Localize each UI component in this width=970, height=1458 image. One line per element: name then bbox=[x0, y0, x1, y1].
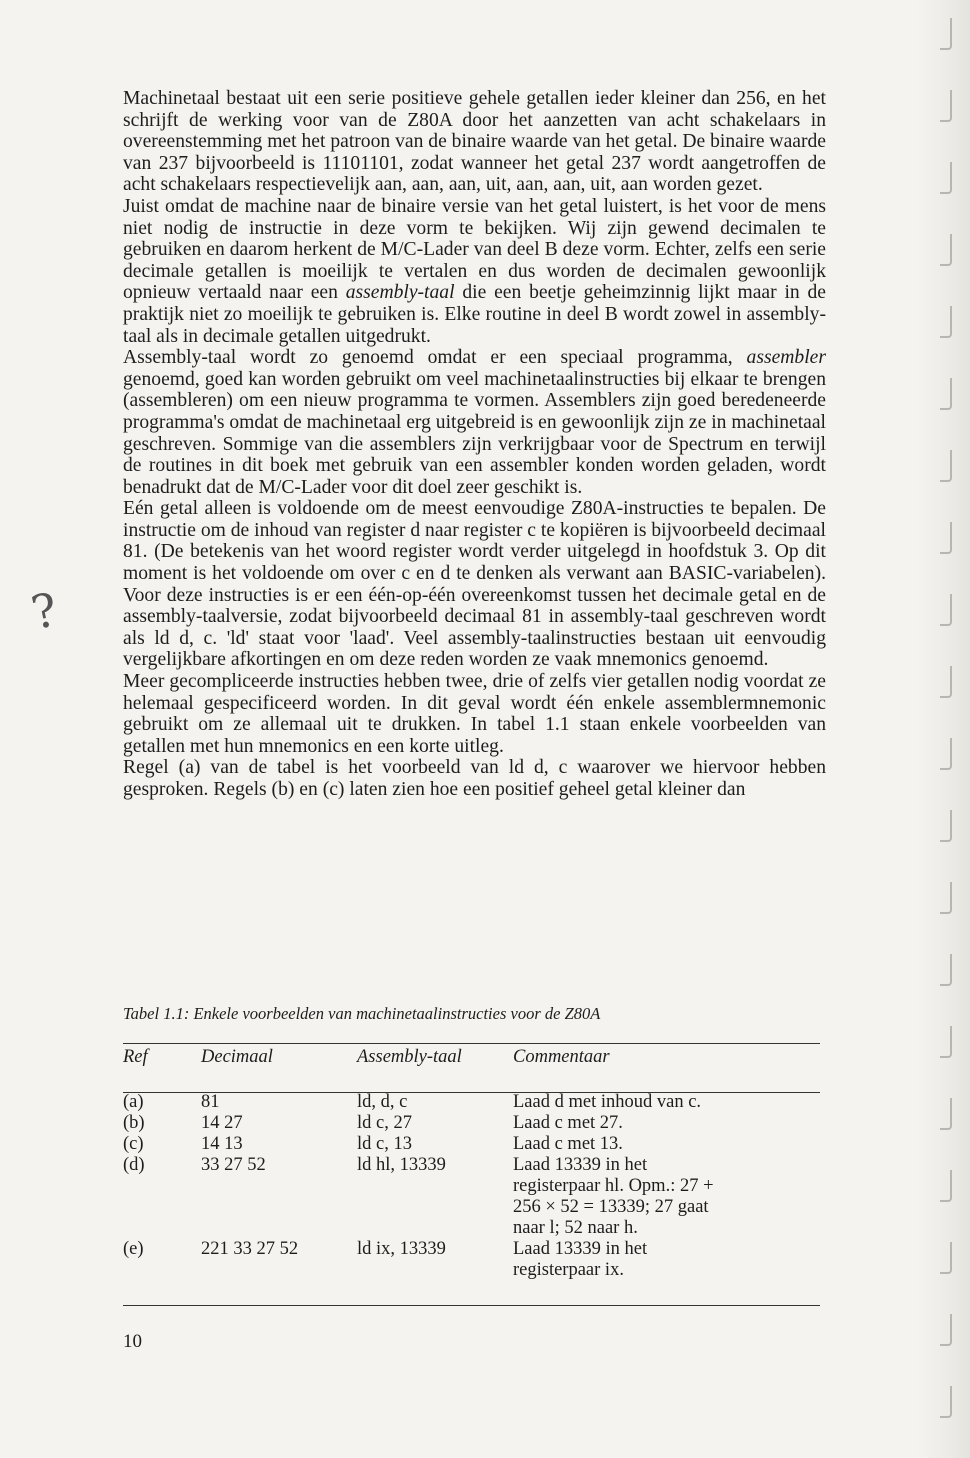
binding-ring bbox=[940, 594, 952, 626]
binding-ring bbox=[940, 162, 952, 194]
paragraph bbox=[123, 671, 826, 757]
spiral-binding bbox=[918, 0, 970, 1458]
binding-ring bbox=[940, 1026, 952, 1058]
binding-ring bbox=[940, 1314, 952, 1346]
cell-assembly: ld, d, c bbox=[357, 1092, 408, 1112]
body-text bbox=[123, 88, 826, 801]
cell-commentaar: Laad c met 27. bbox=[513, 1113, 623, 1133]
paragraph bbox=[123, 347, 826, 498]
table-row bbox=[123, 1134, 823, 1155]
cell-decimaal: 81 bbox=[201, 1092, 220, 1112]
instruction-table bbox=[123, 1046, 823, 1281]
paragraph-text: Meer gecompliceerde instructies hebben twee, drie of zelfs vier getallen nodig voordat ze helemaal gespecificeerd worden. In dit geval wordt één enkele assemblermnemonic gebruikt om ze allemaal uit te drukken. In tabel 1.1 staan enkele voorbeelden van getallen met hun mnemonics en een korte uitleg. bbox=[123, 671, 826, 757]
binding-ring bbox=[940, 738, 952, 770]
cell-ref: (d) bbox=[123, 1155, 145, 1175]
cell-assembly: ld c, 13 bbox=[357, 1134, 412, 1154]
paragraph bbox=[123, 757, 826, 800]
paragraph-text: Eén getal alleen is voldoende om de meest eenvoudige Z80A-instructies te bepalen. De instructie om de inhoud van register d naar register c te kopiëren is bijvoorbeeld decimaal 81. (De betekenis van het woord register wordt verder uitgelegd in hoofdstuk 3. Op dit moment is het voldoende om over c en d te denken als verwant aan BASIC-variabelen). Voor deze instructies is er een één-op-één overeenkomst tussen het decimale getal en de assembly-taalversie, zodat bijvoorbeeld decimaal 81 in assembly-taal geschreven wordt als ld d, c. 'ld' staat voor 'laad'. Veel assembly-taalinstructies bestaan uit eenvoudig vergelijkbare afkortingen en om deze reden worden ze vaak mnemonics genoemd. bbox=[123, 498, 826, 671]
paragraph-text: genoemd, goed kan worden gebruikt om veel machinetaalinstructies bij elkaar te brengen (assembleren) om een nieuw programma te vormen. Assemblers zijn goed beredeneerde programma's omdat de machinetaal erg uitgebreid is en gewoonlijk zijn ze in machinetaal geschreven. Sommige van die assemblers zijn verkrijgbaar voor de Spectrum en terwijl de routines in dit boek met gebruik van een assembler konden worden geladen, wordt benadrukt dat de M/C-Lader voor dit doel zeer geschikt is. bbox=[123, 368, 826, 498]
table-row bbox=[123, 1239, 823, 1281]
binding-ring bbox=[940, 1098, 952, 1130]
cell-assembly: ld c, 27 bbox=[357, 1113, 412, 1133]
handwritten-question-mark: ? bbox=[26, 582, 63, 640]
cell-commentaar: Laad 13339 in het registerpaar ix. bbox=[513, 1239, 648, 1280]
cell-commentaar: Laad 13339 in het registerpaar hl. Opm.: 27 + 256 × 52 = 13339; 27 gaat naar l; 52 naar h. bbox=[513, 1155, 714, 1238]
cell-decimaal: 33 27 52 bbox=[201, 1155, 266, 1175]
cell-assembly: ld ix, 13339 bbox=[357, 1239, 446, 1259]
paragraph-text: die een beetje geheimzinnig lijkt maar in de praktijk niet zo moeilijk te gebruiken is. Elke routine in deel B wordt zowel in assembly-taal als in decimale getallen uitgedrukt. bbox=[123, 282, 826, 347]
paragraph bbox=[123, 498, 826, 671]
binding-ring bbox=[940, 450, 952, 482]
binding-ring bbox=[940, 954, 952, 986]
binding-ring bbox=[940, 810, 952, 842]
binding-ring bbox=[940, 666, 952, 698]
italic-term: assembly-taal bbox=[345, 282, 455, 304]
header-ref: Ref bbox=[123, 1047, 148, 1067]
cell-ref: (e) bbox=[123, 1239, 144, 1259]
cell-commentaar: Laad d met inhoud van c. bbox=[513, 1092, 702, 1112]
cell-decimaal: 14 13 bbox=[201, 1134, 243, 1154]
paragraph-text: Assembly-taal wordt zo genoemd omdat er een speciaal programma, bbox=[123, 347, 747, 369]
paragraph-text: Regel (a) van de tabel is het voorbeeld van ld d, c waarover we hiervoor hebben gesproken. Regels (b) en (c) laten zien hoe een positief geheel getal kleiner dan bbox=[123, 757, 826, 800]
binding-ring bbox=[940, 234, 952, 266]
paragraph-text: Juist omdat de machine naar de binaire versie van het getal luistert, is het voor de mens niet nodig de instructie in deze vorm te bekijken. Wij zijn gewend decimalen te gebruiken en daarom herkent de M/C-Lader van deel B deze vorm. Echter, zelfs een serie decimale getallen is moeilijk te vertalen en dus worden de decimalen gewoonlijk opnieuw vertaald naar een bbox=[123, 195, 826, 304]
table-header-rule bbox=[123, 1092, 820, 1093]
italic-term: assembler bbox=[746, 347, 826, 369]
table-row bbox=[123, 1155, 823, 1239]
binding-ring bbox=[940, 522, 952, 554]
binding-ring bbox=[940, 90, 952, 122]
cell-decimaal: 221 33 27 52 bbox=[201, 1239, 299, 1259]
cell-commentaar: Laad c met 13. bbox=[513, 1134, 623, 1154]
binding-ring bbox=[940, 306, 952, 338]
table-row bbox=[123, 1092, 823, 1113]
cell-assembly: ld hl, 13339 bbox=[357, 1155, 446, 1175]
table-header-row bbox=[123, 1046, 823, 1074]
binding-ring bbox=[940, 1170, 952, 1202]
paragraph bbox=[123, 88, 826, 196]
paragraph bbox=[123, 196, 826, 347]
cell-ref: (b) bbox=[123, 1113, 145, 1133]
binding-ring bbox=[940, 1242, 952, 1274]
binding-ring bbox=[940, 18, 952, 50]
table-row bbox=[123, 1113, 823, 1134]
header-commentaar: Commentaar bbox=[513, 1047, 610, 1067]
cell-ref: (c) bbox=[123, 1134, 144, 1154]
binding-ring bbox=[940, 1386, 952, 1418]
cell-ref: (a) bbox=[123, 1092, 144, 1112]
table-caption: Tabel 1.1: Enkele voorbeelden van machinetaalinstructies voor de Z80A bbox=[123, 1004, 601, 1023]
header-decimaal: Decimaal bbox=[201, 1047, 273, 1067]
cell-decimaal: 14 27 bbox=[201, 1113, 243, 1133]
table-top-rule bbox=[123, 1043, 820, 1044]
table-bottom-rule bbox=[123, 1305, 820, 1306]
binding-ring bbox=[940, 882, 952, 914]
page-number: 10 bbox=[123, 1331, 142, 1352]
paragraph-text: Machinetaal bestaat uit een serie positieve gehele getallen ieder kleiner dan 256, en het schrijft de werking voor van de Z80A door het aanzetten van acht schakelaars in overeenstemming met het patroon van de binaire waarde van het getal. De binaire waarde van 237 bijvoorbeeld is 11101101, zodat wanneer het getal 237 wordt aangetroffen de acht schakelaars respectievelijk aan, aan, aan, uit, aan, aan, uit, aan worden gezet. bbox=[123, 88, 826, 196]
header-assembly-taal: Assembly-taal bbox=[357, 1047, 462, 1067]
binding-ring bbox=[940, 378, 952, 410]
